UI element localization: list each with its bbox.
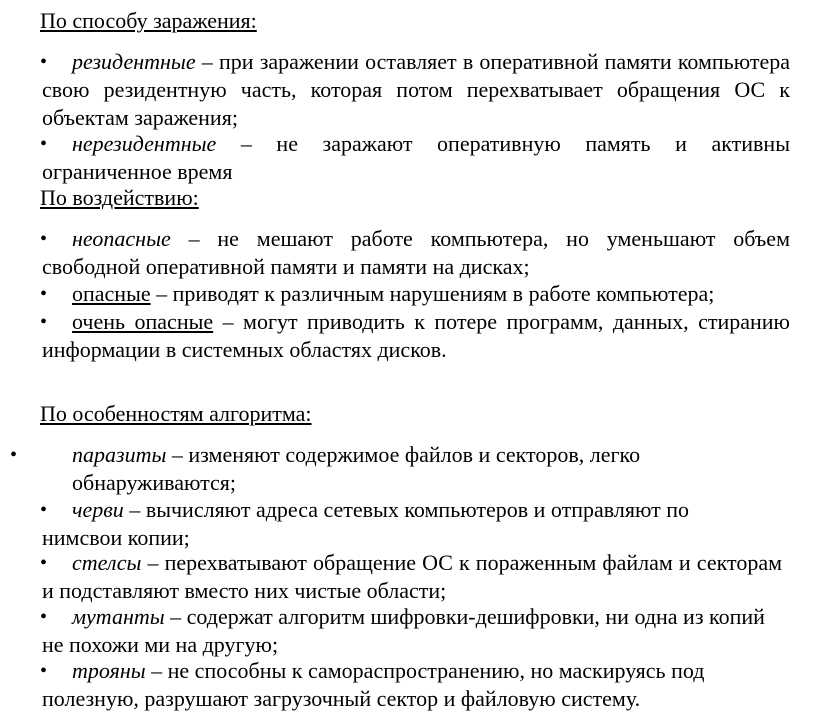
bullet-icon: •: [40, 552, 48, 574]
list-item: [42, 603, 772, 659]
bullet-icon: •: [10, 444, 18, 466]
list-item: [42, 657, 772, 713]
item-term: резидентные: [72, 49, 196, 74]
item-term: нерезидентные: [72, 131, 217, 156]
item-term: трояны: [72, 658, 146, 683]
list-item: [42, 496, 762, 552]
item-description: – при заражении оставляет в оперативной памяти компьютера свою резидентную часть, которая потом перехватывает обращения ОС к объектам заражения;: [42, 49, 790, 130]
list-item: [42, 225, 790, 281]
item-description: – изменяют содержимое файлов и секторов, легко обнаруживаются;: [72, 442, 641, 495]
item-term: мутанты: [72, 604, 165, 629]
list-item: [42, 130, 790, 186]
item-term: неопасные: [72, 226, 171, 251]
item-description: – не способны к самораспространению, но маскируясь под полезную, разрушают загрузочный сектор и файловую систему.: [42, 658, 705, 711]
bullet-icon: •: [40, 311, 48, 333]
list-item: [42, 48, 790, 132]
item-description: – содержат алгоритм шифровки-дешифровки, ни одна из копий не похожи ми на другую;: [42, 604, 765, 657]
item-description: – вычисляют адреса сетевых компьютеров и отправляют по нимсвои копии;: [42, 497, 690, 550]
list-item: [42, 549, 782, 605]
item-description: – перехватывают обращение ОС к пораженным файлам и секторам и подставляют вместо них чистые области;: [42, 550, 782, 603]
section-heading-infection: По способу заражения:: [40, 8, 257, 33]
bullet-icon: •: [40, 283, 48, 305]
bullet-icon: •: [40, 660, 48, 682]
bullet-icon: •: [40, 133, 48, 155]
list-item: [10, 441, 762, 497]
item-description: – могут приводить к потере программ, данных, стиранию информации в системных областях дисков.: [42, 309, 790, 362]
section-heading-impact: По воздействию:: [40, 185, 199, 210]
bullet-icon: •: [40, 51, 48, 73]
list-item: [42, 280, 790, 308]
item-term: стелсы: [72, 550, 142, 575]
bullet-icon: •: [40, 228, 48, 250]
item-term: черви: [72, 497, 124, 522]
item-description: – приводят к различным нарушениям в работе компьютера;: [150, 281, 715, 306]
bullet-icon: •: [40, 499, 48, 521]
section-heading-algorithm: По особенностям алгоритма:: [40, 401, 312, 426]
item-term: очень опасные: [72, 309, 214, 334]
list-item: [42, 308, 790, 364]
bullet-icon: •: [40, 606, 48, 628]
item-term: паразиты: [72, 442, 167, 467]
item-description: – не мешают работе компьютера, но уменьшают объем свободной оперативной памяти и памяти на дисках;: [42, 226, 790, 279]
item-description: – не заражают оперативную память и активны ограниченное время: [42, 131, 790, 184]
item-term: опасные: [72, 281, 151, 306]
